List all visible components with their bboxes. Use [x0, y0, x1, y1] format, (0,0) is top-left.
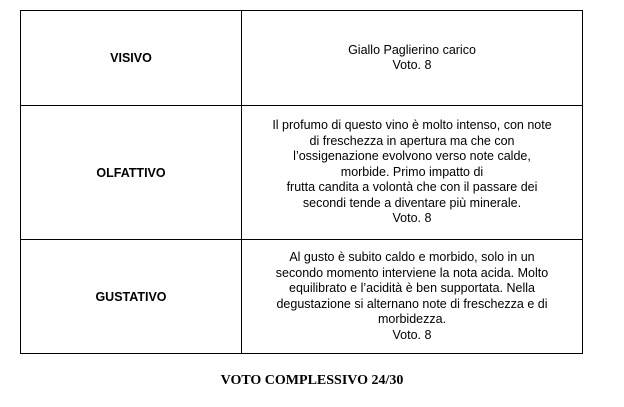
- description-line: morbide. Primo impatto di: [340, 164, 484, 179]
- row-description: [242, 240, 583, 354]
- description-line: Giallo Paglierino carico: [348, 42, 476, 57]
- table-row: [21, 240, 583, 354]
- description-line: morbidezza.: [377, 312, 447, 326]
- description-line: l’ossigenazione evolvono verso note calde,: [293, 149, 531, 164]
- row-label: VISIVO: [21, 11, 242, 106]
- description-line: Voto. 8: [392, 211, 432, 226]
- description-line: Al gusto è subito caldo e morbido, solo in un: [289, 250, 535, 264]
- row-description: [242, 11, 583, 106]
- description-line: Voto. 8: [392, 58, 432, 72]
- row-label: GUSTATIVO: [21, 240, 242, 354]
- description-line: Il profumo di questo vino è molto intenso, con note: [272, 118, 552, 133]
- table-row: [21, 11, 583, 106]
- description-line: degustazione si alternano note di freschezza e di: [276, 296, 548, 311]
- description-line: frutta candita a volontà che con il passare dei: [286, 180, 538, 195]
- overall-score: VOTO COMPLESSIVO 24/30: [220, 373, 404, 388]
- description-line: secondi tende a diventare più minerale.: [302, 195, 522, 210]
- table-row: [21, 106, 583, 240]
- row-label: OLFATTIVO: [21, 106, 242, 240]
- description-line: equilibrato e l’acidità è ben supportata. Nella: [289, 281, 535, 295]
- description-line: secondo momento interviene la nota acida. Molto: [275, 265, 549, 280]
- description-line: di freschezza in apertura ma che con: [309, 133, 515, 148]
- evaluation-table: [20, 10, 583, 354]
- row-description: [242, 106, 583, 240]
- description-line: Voto. 8: [392, 327, 432, 342]
